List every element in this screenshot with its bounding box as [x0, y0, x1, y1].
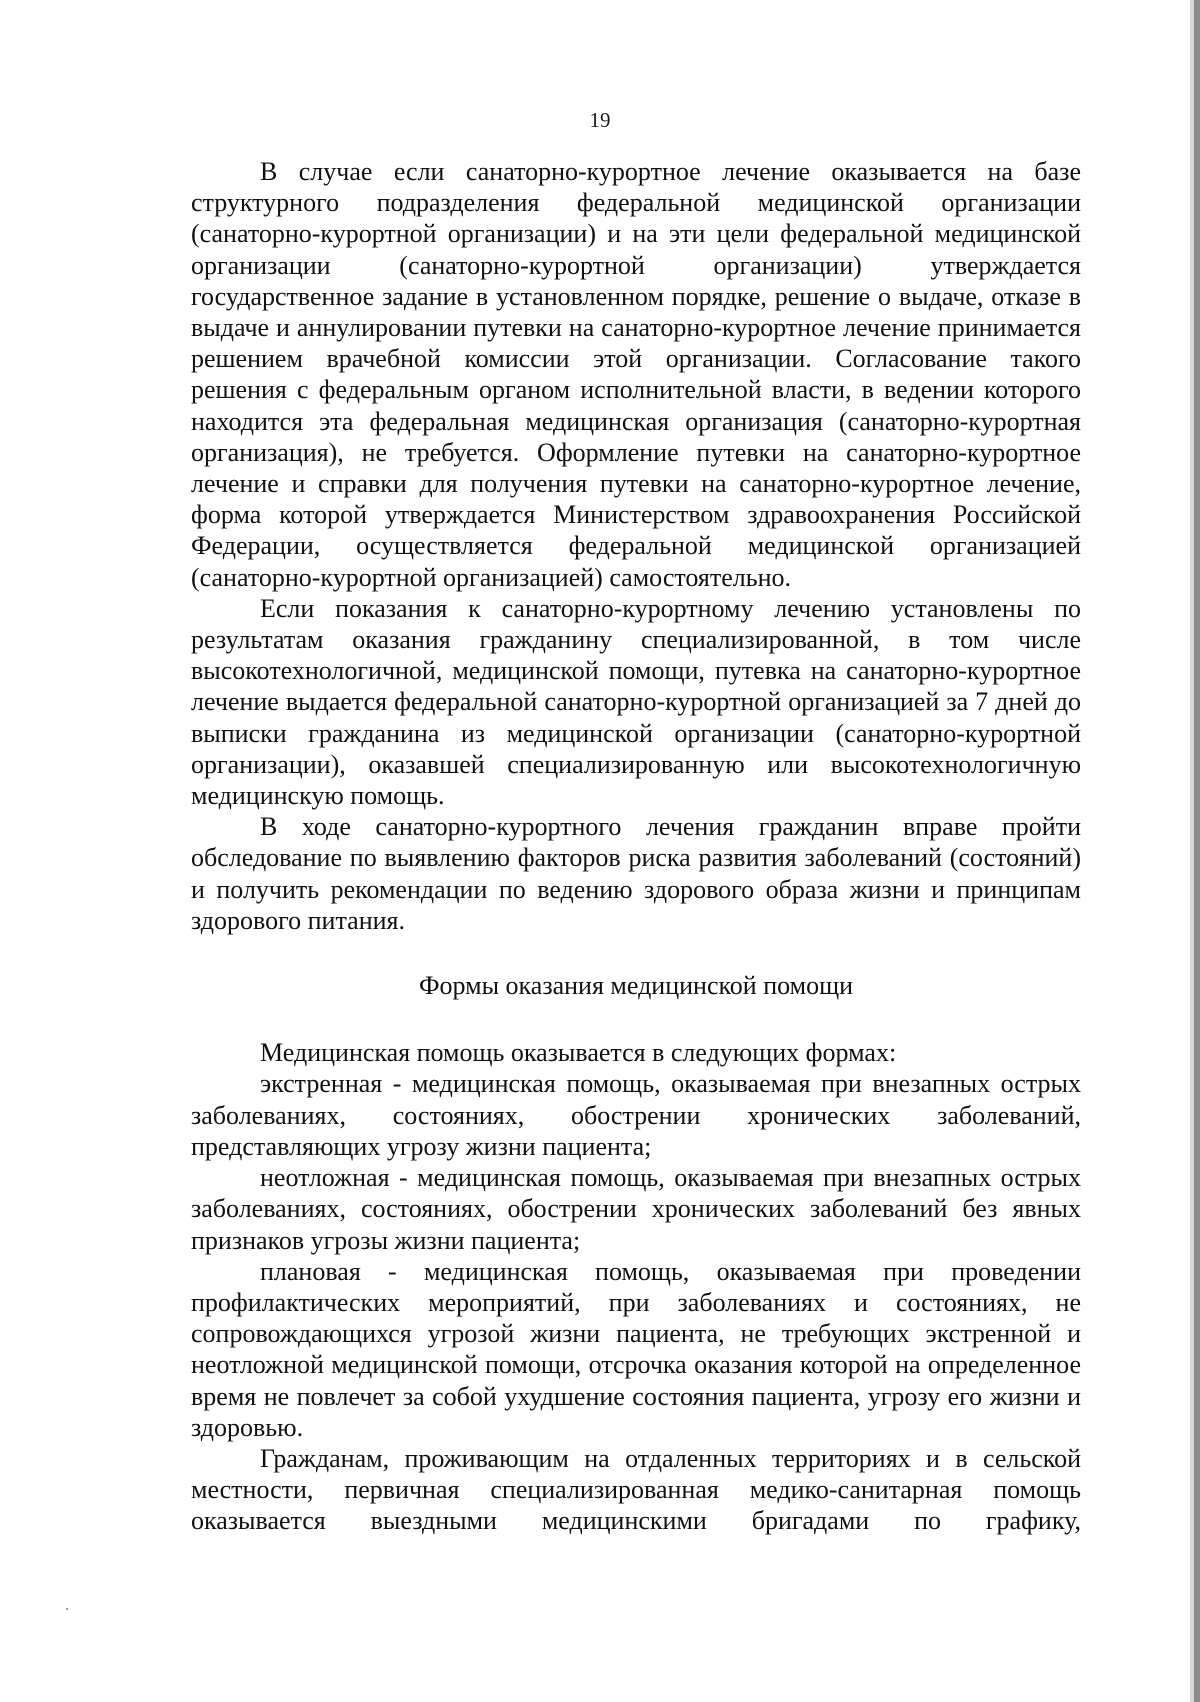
- paragraph-examination: В ходе санаторно-курортного лечения гражданин вправе пройти обследование по выявлению факторов риска развития заболеваний (состояний) и получить рекомендации по ведению здорового образа жизни и принципам здорового питания.: [191, 812, 1081, 935]
- paragraph-sanatorium-federal: В случае если санаторно-курортное лечение оказывается на базе структурного подразделения федеральной медицинской организации (санаторно-курортной организации) и на эти цели федеральной медицинской организации (санаторно-курортной организации) утверждается государственное задание в установленном порядке, решение о выдаче, отказе в выдаче и аннулировании путевки на санаторно-курортное лечение принимается решением врачебной комиссии этой организации. Согласование такого решения с федеральным органом исполнительной власти, в ведении которого находится эта федеральная медицинская организация (санаторно-курортная организация), не требуется. Оформление путевки на санаторно-курортное лечение и справки для получения путевки на санаторно-курортное лечение, форма которой утверждается Министерством здравоохранения Российской Федерации, осуществляется федеральной медицинской организацией (санаторно-курортной организацией) самостоятельно.: [191, 157, 1081, 592]
- list-item-emergency: экстренная - медицинская помощь, оказываемая при внезапных острых заболеваниях, состояниях, обострении хронических заболеваний, представляющих угрозу жизни пациента;: [191, 1069, 1081, 1161]
- list-item-urgent: неотложная - медицинская помощь, оказываемая при внезапных острых заболеваниях, состояниях, обострении хронических заболеваний без явных признаков угрозы жизни пациента;: [191, 1163, 1081, 1255]
- document-body: [191, 156, 1081, 1537]
- section-heading: Формы оказания медицинской помощи: [418, 971, 854, 1001]
- page-number: 19: [589, 108, 611, 132]
- list-item-planned: плановая - медицинская помощь, оказываемая при проведении профилактических мероприятий, при заболеваниях и состояниях, не сопровождающихся угрозой жизни пациента, не требующих экстренной и неотложной медицинской помощи, отсрочка оказания которой на определенное время не повлечет за собой ухудшение состояния пациента, угрозу его жизни и здоровью.: [191, 1256, 1081, 1442]
- paragraph-indications: Если показания к санаторно-курортному лечению установлены по результатам оказания гражданину специализированной, в том числе высокотехнологичной, медицинской помощи, путевка на санаторно-курортное лечение выдается федеральной санаторно-курортной организацией за 7 дней до выписки гражданина из медицинской организации (санаторно-курортной организации), оказавшей специализированную или высокотехнологичную медицинскую помощь.: [191, 593, 1081, 811]
- paragraph-remote-areas: Гражданам, проживающим на отдаленных территориях и в сельской местности, первичная специализированная медико-санитарная помощь оказывается выездными медицинскими бригадами по графику,: [191, 1443, 1081, 1536]
- scan-border: [1194, 0, 1200, 1702]
- scan-speck: [66, 1608, 68, 1610]
- paragraph-forms-intro: Медицинская помощь оказывается в следующих формах:: [260, 1038, 897, 1068]
